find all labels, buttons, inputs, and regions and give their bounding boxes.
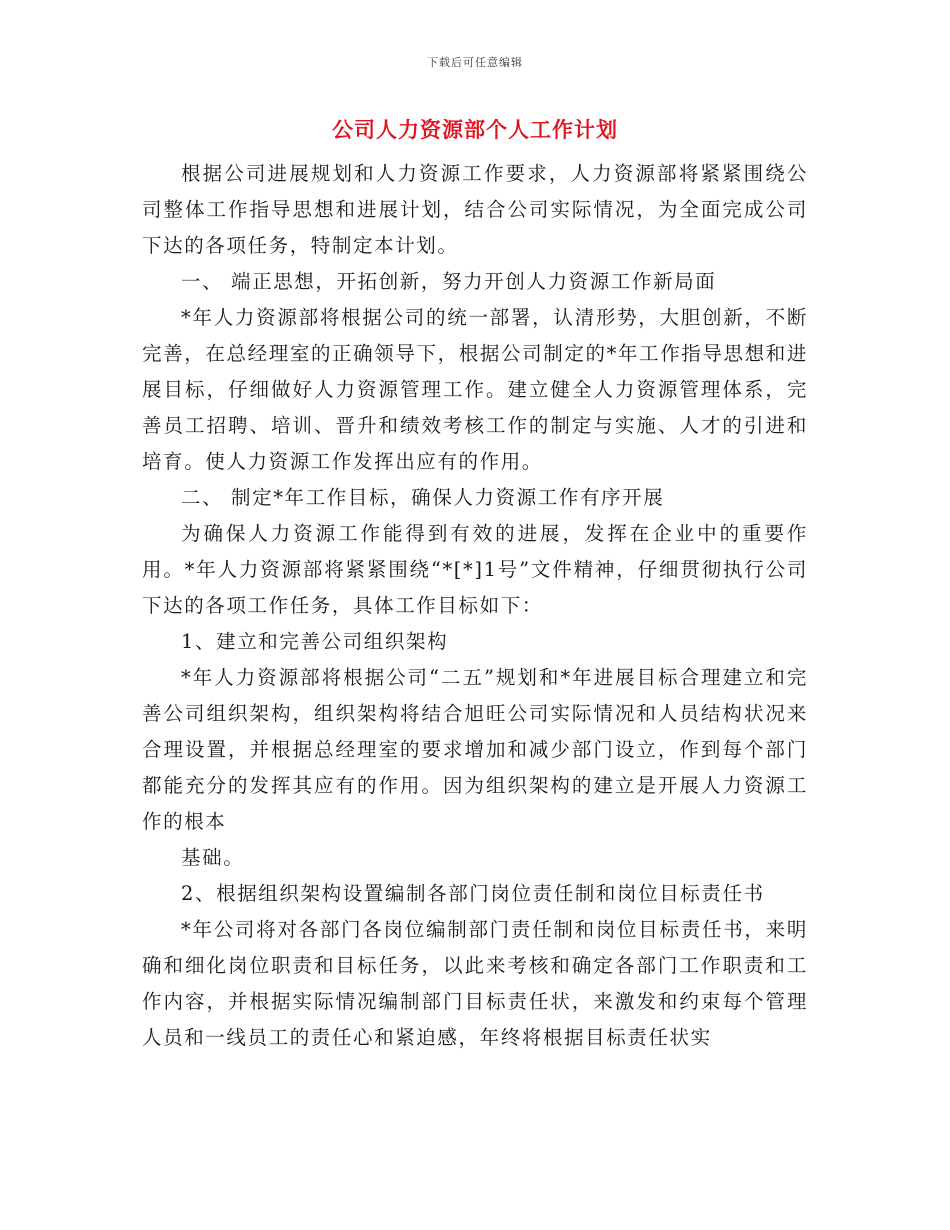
paragraph-subsection-1: *年人力资源部将根据公司“二五”规划和*年进展目标合理建立和完善公司组织架构，组织架构将结合旭旺公司实际情况和人员结构状况来合理设置，并根据总经理室的要求增加和减少部门设立，作到每个部门都能充分的发挥其应有的作用。因为组织架构的建立是开展人力资源工作的根本 [142,666,808,833]
section-heading-2: 二、 制定*年工作目标，确保人力资源工作有序开展 [181,486,665,509]
header-note: 下载后可任意编辑 [427,56,523,69]
paragraph-section-2: 为确保人力资源工作能得到有效的进展，发挥在企业中的重要作用。*年人力资源部将紧紧围绕“*[*]1号”文件精神，仔细贯彻执行公司下达的各项工作任务，具体工作目标如下： [142,522,808,617]
subheading-2: 2、根据组织架构设置编制各部门岗位责任制和岗位目标责任书 [181,882,765,905]
subheading-1: 1、建立和完善公司组织架构 [181,630,449,653]
paragraph-section-1: *年人力资源部将根据公司的统一部署，认清形势，大胆创新，不断完善，在总经理室的正确领导下，根据公司制定的*年工作指导思想和进展目标，仔细做好人力资源管理工作。建立健全人力资源管理体系，完善员工招聘、培训、晋升和绩效考核工作的制定与实施、人才的引进和培育。使人力资源工作发挥出应有的作用。 [142,306,808,473]
paragraph-continuation: 基础。 [181,846,245,869]
paragraph-intro: 根据公司进展规划和人力资源工作要求，人力资源部将紧紧围绕公司整体工作指导思想和进展计划，结合公司实际情况，为全面完成公司下达的各项任务，特制定本计划。 [142,162,808,257]
section-heading-1: 一、 端正思想，开拓创新，努力开创人力资源工作新局面 [181,270,717,293]
document-body [142,156,808,1056]
paragraph-subsection-2: *年公司将对各部门各岗位编制部门责任制和岗位目标责任书，来明确和细化岗位职责和目标任务，以此来考核和确定各部门工作职责和工作内容，并根据实际情况编制部门目标责任状，来激发和约束每个管理人员和一线员工的责任心和紧迫感，年终将根据目标责任状实 [142,918,808,1049]
document-title: 公司人力资源部个人工作计划 [332,117,618,142]
